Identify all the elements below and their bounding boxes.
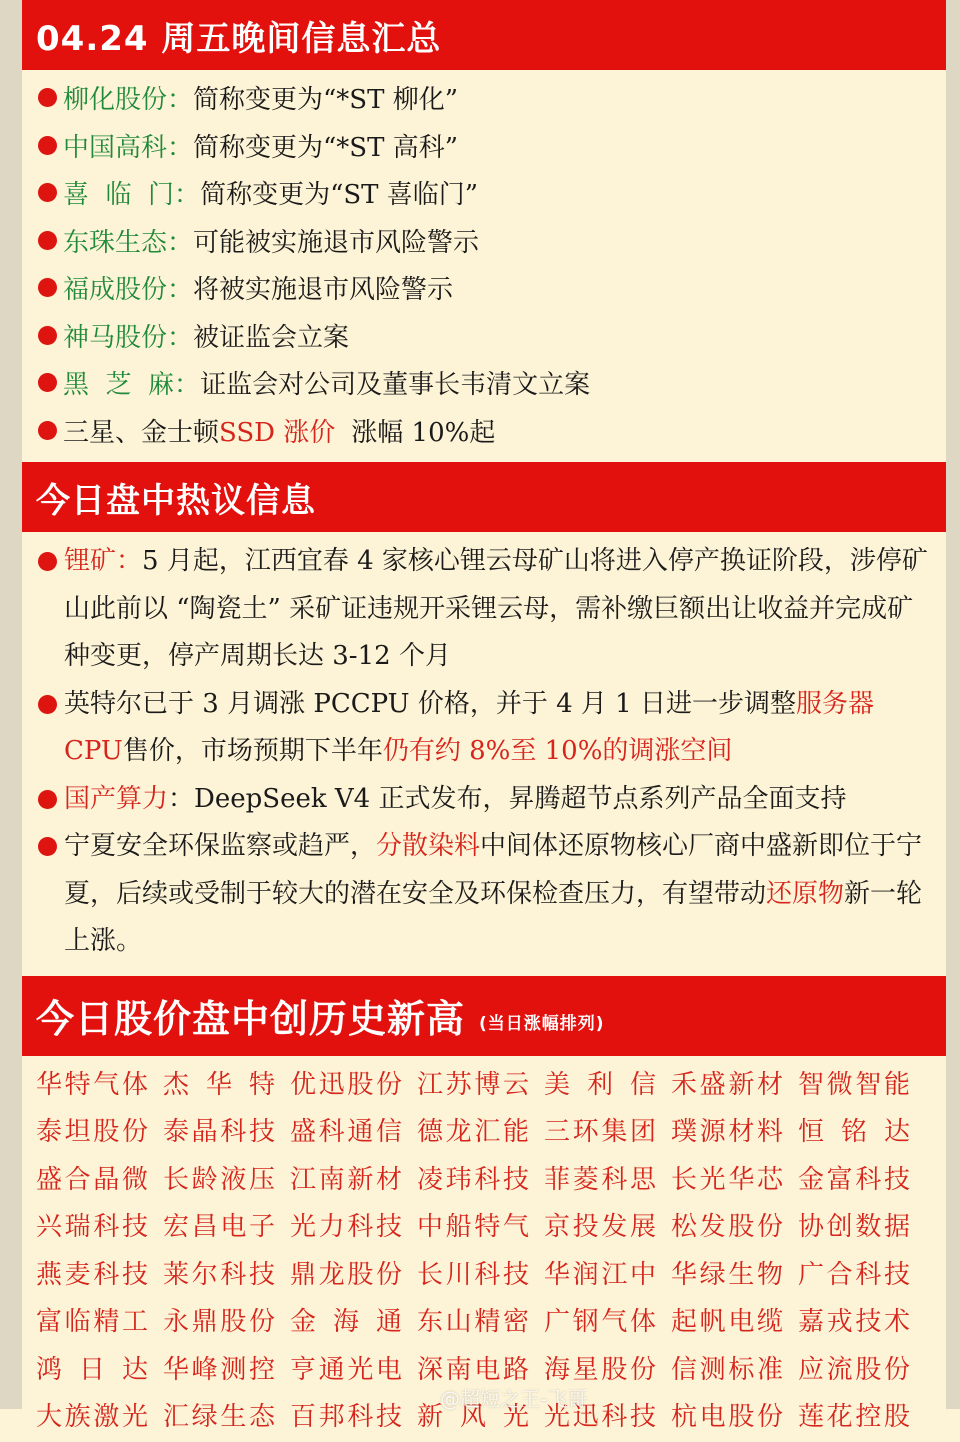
stock-cell: 优迅股份: [290, 1069, 402, 1100]
stock-cell: 长光华芯: [671, 1164, 783, 1195]
stock-cell: 泰坦股份: [36, 1117, 148, 1147]
stock-cell: 起帆电缆: [671, 1307, 783, 1337]
stock-cell: 松发股份: [671, 1212, 783, 1242]
list-item: [22, 169, 946, 217]
stock-cell: 盛合晶微: [36, 1164, 148, 1195]
stock-cell: 京投发展: [544, 1212, 656, 1242]
stock-cell: 嘉戎技术: [798, 1307, 910, 1337]
highlight-text: 分散染料: [376, 831, 481, 861]
bullet-dot-icon: [38, 88, 57, 107]
list-item: [22, 359, 946, 407]
stock-cell: 应流股份: [798, 1354, 910, 1385]
stock-cell: 中船特气: [417, 1212, 529, 1242]
stock-cell: 光迅科技: [544, 1402, 656, 1432]
section1-title: 04.24 周五晚间信息汇总: [22, 0, 946, 70]
stock-cell: 亨通光电: [290, 1354, 402, 1385]
section3-subtitle: (当日涨幅排列): [479, 1014, 605, 1034]
para-text: 5 月起，江西宜春 4 家核心锂云母矿山将进入停产换证阶段，涉停矿山此前以 “陶瓷土” 采矿证违规开采锂云母，需补缴巨额出让收益并完成矿种变更，停产周期长达 3-12 个月: [64, 546, 928, 671]
para-label: 锂矿：: [64, 546, 143, 576]
stock-cell: 宏昌电子: [163, 1212, 275, 1242]
section1-list: [22, 70, 946, 462]
bullet-dot-icon: [38, 136, 57, 155]
stock-name: 喜 临 门：: [63, 180, 201, 211]
bullet-dot-icon: [38, 552, 57, 571]
item-text: 证监会对公司及董事长韦清文立案: [200, 370, 591, 401]
stock-cell: 华特气体: [36, 1069, 148, 1100]
bullet-dot-icon: [38, 326, 57, 345]
stock-cell: 新风光: [417, 1402, 529, 1432]
item-text: 简称变更为“ST 喜临门”: [200, 180, 479, 211]
para-text: 中间体还原物核心厂商中盛新即位于宁夏，后续或受制于较大的潜在安全及环保检查压力，有望带动: [64, 831, 923, 909]
stock-cell: 华绿生物: [671, 1259, 783, 1290]
stock-cell: 广合科技: [798, 1259, 910, 1290]
stock-cell: 金富科技: [798, 1164, 910, 1195]
item-text: 简称变更为“*ST 高科”: [193, 132, 459, 163]
stock-cell: 莱尔科技: [163, 1259, 275, 1290]
section3-title-text: 今日股价盘中创历史新高: [36, 997, 466, 1041]
stock-cell: 信测标准: [671, 1354, 783, 1385]
stock-cell: 璞源材料: [671, 1117, 783, 1147]
list-item: [22, 264, 946, 312]
stock-cell: 禾盛新材: [671, 1069, 783, 1100]
stock-name: 东珠生态：: [63, 227, 194, 258]
stock-cell: 江南新材: [290, 1164, 402, 1195]
stock-name: 柳化股份：: [63, 85, 194, 116]
stock-cell: 汇绿生态: [163, 1402, 275, 1432]
highlight-text: 仍有约 8%至 10%的调涨空间: [382, 736, 733, 766]
highlight-text: 还原物: [766, 878, 845, 909]
stock-cell: 鼎龙股份: [290, 1259, 402, 1290]
stock-cell: 广钢气体: [544, 1307, 656, 1337]
item-text: 涨幅 10%起: [351, 417, 496, 448]
list-item: [22, 217, 946, 265]
bullet-dot-icon: [38, 421, 57, 440]
stock-cell: 协创数据: [798, 1212, 910, 1242]
item-text: 将被实施退市风险警示: [193, 275, 454, 306]
stock-name: 福成股份：: [63, 275, 194, 306]
stock-cell: 凌玮科技: [417, 1164, 529, 1195]
list-item: [22, 122, 946, 170]
list-item: [22, 312, 946, 360]
stock-cell: 长龄液压: [163, 1164, 275, 1195]
stock-cell: 百邦科技: [290, 1402, 402, 1432]
para-label: 国产算力: [64, 783, 169, 814]
bullet-dot-icon: [38, 373, 57, 392]
section3-title: [22, 976, 946, 1056]
stock-name: 神马股份：: [63, 322, 194, 353]
para-text: 新一轮上涨。: [64, 878, 923, 956]
stock-cell: 美利信: [544, 1069, 656, 1100]
list-item: [22, 74, 946, 122]
para-text: ：DeepSeek V4 正式发布，昇腾超节点系列产品全面支持: [168, 783, 847, 814]
stock-cell: 杰华特: [163, 1069, 275, 1100]
stock-cell: 华峰测控: [163, 1354, 275, 1385]
stock-cell: 德龙汇能: [417, 1117, 529, 1147]
bullet-dot-icon: [38, 790, 57, 809]
item-text: 三星、金士顿: [63, 417, 220, 448]
paragraph-item: [22, 776, 936, 824]
stock-cell: 三环集团: [544, 1117, 656, 1147]
stock-cell: 富临精工: [36, 1307, 148, 1337]
section2-title: 今日盘中热议信息: [22, 462, 946, 532]
stock-cell: 东山精密: [417, 1307, 529, 1337]
stock-cell: 光力科技: [290, 1212, 402, 1242]
stock-cell: 泰晶科技: [163, 1117, 275, 1147]
stock-cell: 恒铭达: [798, 1117, 910, 1147]
bullet-dot-icon: [38, 837, 57, 856]
para-text: 宁夏安全环保监察或趋严，: [64, 831, 377, 861]
stock-cell: 兴瑞科技: [36, 1212, 148, 1242]
para-text: 英特尔已于 3 月调涨 PCCPU 价格，并于 4 月 1 日进一步调整: [64, 688, 796, 719]
list-item: [22, 407, 946, 455]
stock-cell: 大族激光: [36, 1402, 148, 1432]
bullet-dot-icon: [38, 183, 57, 202]
stock-cell: 燕麦科技: [36, 1259, 148, 1290]
stock-cell: 深南电路: [417, 1354, 529, 1385]
stock-cell: 菲菱科思: [544, 1164, 656, 1195]
stock-cell: 长川科技: [417, 1259, 529, 1290]
paragraph-item: [22, 823, 936, 966]
stock-cell: 盛科通信: [290, 1117, 402, 1147]
stock-cell: 华润江中: [544, 1259, 656, 1290]
item-text: 被证监会立案: [193, 322, 350, 353]
bullet-dot-icon: [38, 278, 57, 297]
paragraph-item: [22, 538, 936, 681]
stock-cell: 永鼎股份: [163, 1307, 275, 1337]
stock-cell: 智微智能: [798, 1069, 910, 1100]
bullet-dot-icon: [38, 231, 57, 250]
stock-cell: 莲花控股: [798, 1402, 910, 1432]
stock-cell: 杭电股份: [671, 1402, 783, 1432]
stock-cell: 金海通: [290, 1307, 402, 1337]
bullet-dot-icon: [38, 695, 57, 714]
stock-name: 中国高科：: [63, 132, 194, 163]
stock-cell: 鸿日达: [36, 1354, 148, 1385]
stock-cell: 海星股份: [544, 1354, 656, 1385]
stock-name: 黑 芝 麻：: [63, 370, 201, 401]
stock-cell: 江苏博云: [417, 1069, 529, 1100]
highlight-text: 服务器 CPU: [64, 688, 874, 766]
item-text: 可能被实施退市风险警示: [193, 227, 480, 258]
para-text: 售价，市场预期下半年: [122, 736, 383, 766]
watermark: @超短之王-飞哥: [440, 1386, 588, 1411]
highlight-text: SSD 涨价: [219, 417, 336, 448]
item-text: 简称变更为“*ST 柳化”: [193, 85, 459, 116]
